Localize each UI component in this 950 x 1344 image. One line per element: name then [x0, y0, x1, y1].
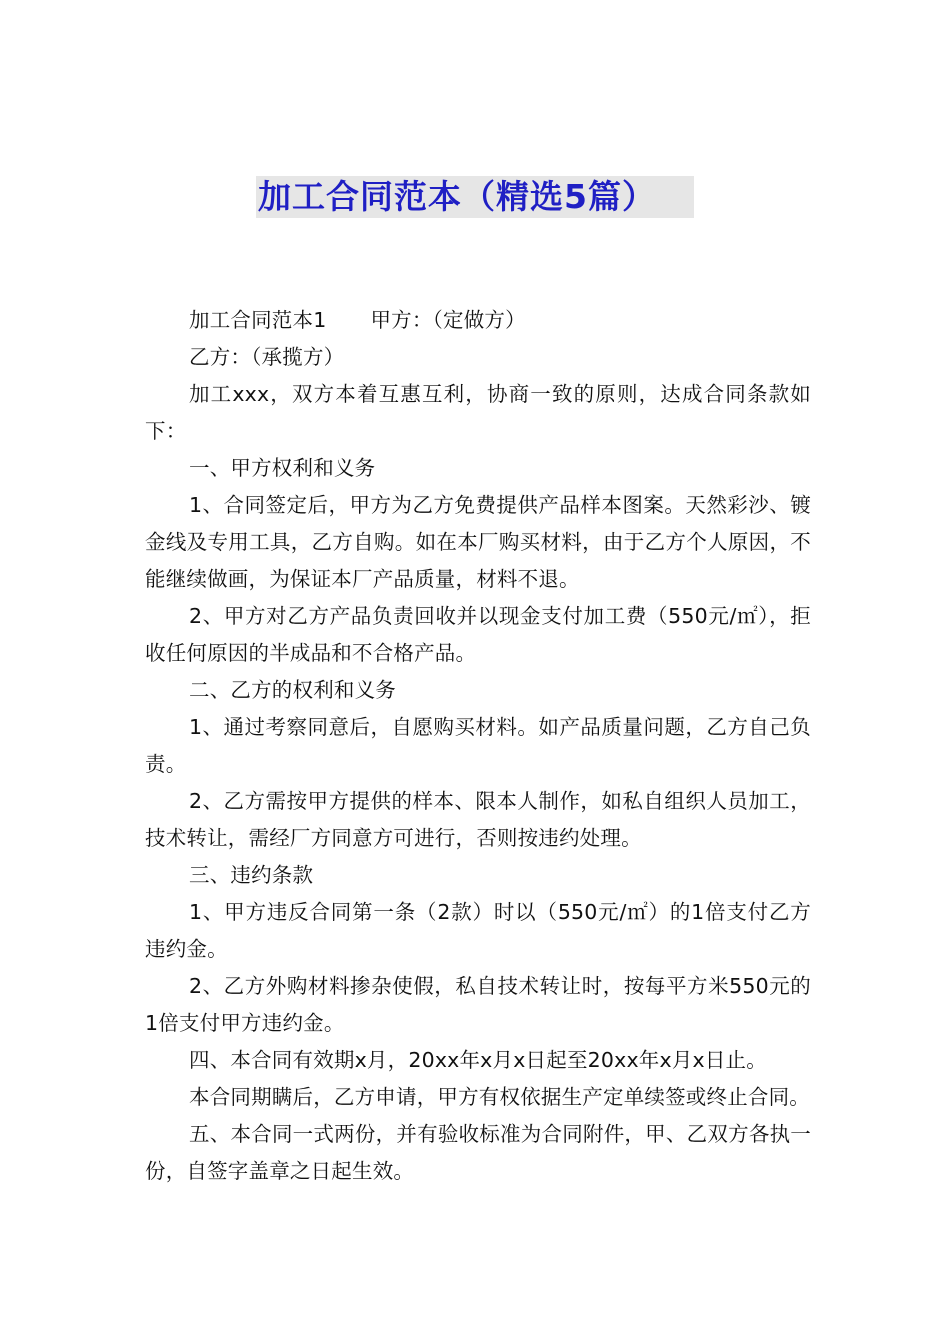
paragraph-first-line — [145, 302, 811, 339]
paragraph-clause: 1、合同签定后，甲方为乙方免费提供产品样本图案。天然彩沙、镀金线及专用工具，乙方自购。如在本厂购买材料，由于乙方个人原因，不能继续做画，为保证本厂产品质量，材料不退。 — [145, 493, 811, 591]
paragraph-party-b: 乙方：（承揽方） — [189, 345, 345, 369]
paragraph-intro: 加工xxx，双方本着互惠互利，协商一致的原则，达成合同条款如下： — [145, 382, 811, 443]
paragraph-clause: 1、通过考察同意后，自愿购买材料。如产品质量问题，乙方自己负责。 — [145, 715, 811, 776]
document-body — [145, 302, 811, 1190]
paragraph-clause: 2、甲方对乙方产品负责回收并以现金支付加工费（550元/㎡），拒收任何原因的半成品和不合格产品。 — [145, 604, 811, 665]
party-a-label: 甲方：（定做方） — [370, 308, 526, 332]
paragraph-validity: 四、本合同有效期x月，20xx年x月x日起至20xx年x月x日止。 — [189, 1048, 767, 1072]
contract-number-label: 加工合同范本1 — [189, 308, 327, 332]
paragraph-clause: 2、乙方需按甲方提供的样本、限本人制作，如私自组织人员加工，技术转让，需经厂方同意方可进行，否则按违约处理。 — [145, 789, 811, 850]
paragraph-copies: 五、本合同一式两份，并有验收标准为合同附件，甲、乙双方各执一份，自签字盖章之日起生效。 — [145, 1122, 811, 1183]
section-heading-breach: 三、违约条款 — [189, 863, 314, 887]
paragraph-renewal: 本合同期瞒后，乙方申请，甲方有权依据生产定单续签或终止合同。 — [189, 1085, 810, 1109]
paragraph-clause: 1、甲方违反合同第一条（2款）时以（550元/㎡）的1倍支付乙方违约金。 — [145, 900, 811, 961]
section-heading-party-b: 二、乙方的权利和义务 — [189, 678, 396, 702]
title-container — [0, 176, 950, 218]
document-title: 加工合同范本（精选5篇） — [256, 176, 694, 218]
paragraph-clause: 2、乙方外购材料掺杂使假，私自技术转让时，按每平方米550元的1倍支付甲方违约金。 — [145, 974, 811, 1035]
section-heading-party-a: 一、甲方权利和义务 — [189, 456, 376, 480]
